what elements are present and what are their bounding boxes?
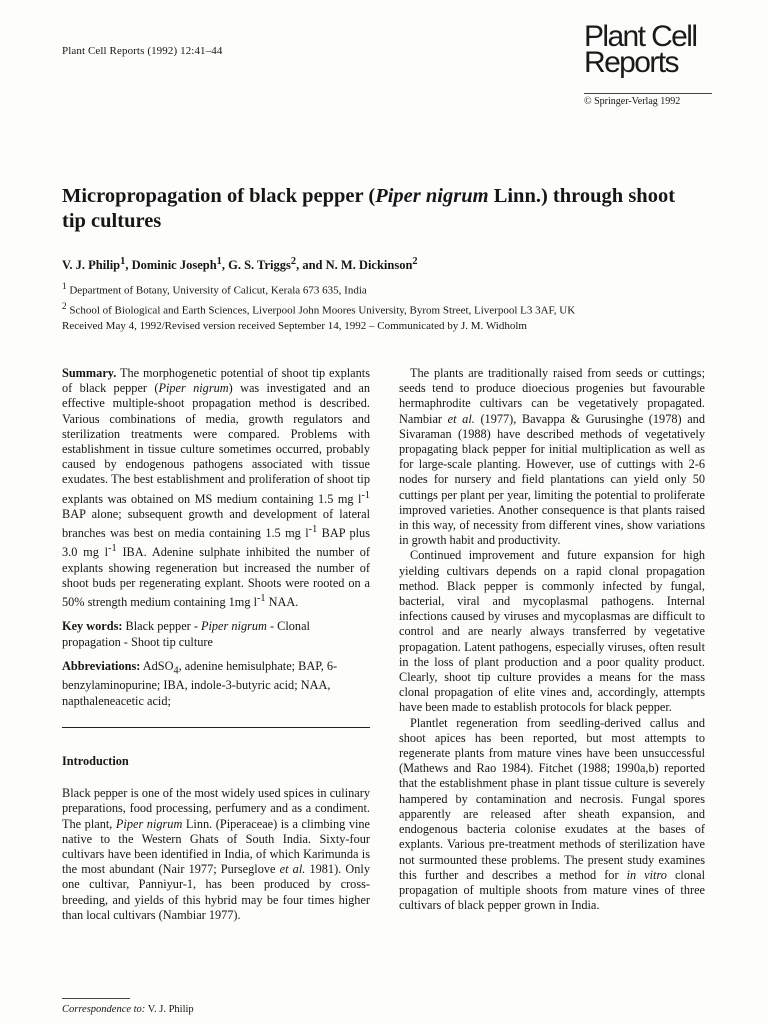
affiliation-1 <box>62 279 575 299</box>
abbreviations-paragraph <box>62 659 370 709</box>
author-4-affil: 2 <box>412 256 418 267</box>
author-1: V. J. Philip <box>62 258 121 273</box>
correspondence-note <box>62 1004 194 1015</box>
keywords-label: Key words: <box>62 619 123 634</box>
article-title <box>62 184 682 234</box>
logo-line-1: Plant Cell <box>584 20 697 53</box>
correspondence-name: V. J. Philip <box>145 1004 194 1015</box>
paragraph-text: Plantlet regeneration from seedling-derived callus and shoot apices has been reported, but most attempts to regenerate plants from mature vines have been unsuccessful (Mathews and Rao 1984). Fitchet (1988; 1990a,b) reported that the establishment phase in plant tissue culture is severely hampered by contamination and necrosis. Fungal spores apparently are released after sheath expansion, and endogenous bacteria colonise exudates at the bases of explants. Various pre-treatment methods of sterilization have not surmounted these problems. The present study examines this further and describes a method for <box>399 715 705 882</box>
affil-1-marker: 1 <box>62 281 67 291</box>
right-paragraph-3 <box>399 716 705 914</box>
summary-text: The morphogenetic potential of shoot tip explants of black pepper ( <box>62 366 370 396</box>
author-list <box>62 256 418 273</box>
paragraph-text: The plants are traditionally raised from seeds or cuttings; seeds tend to produce dioecious progenies but favourable hermaphrodite cultivars can be vegetatively propagated. Nambiar <box>399 366 705 426</box>
keywords-species: Piper nigrum <box>200 619 267 634</box>
paragraph-invitro: in vitro <box>626 867 667 882</box>
author-3: , G. S. Triggs <box>221 258 291 273</box>
journal-logo <box>584 20 714 107</box>
summary-exponent: -1 <box>257 593 266 605</box>
intro-species: Piper nigrum <box>115 816 183 831</box>
intro-text: Linn. (Piperaceae) is a climbing vine native to the Western Ghats of South India. Sixty-four cultivars have been identified in India, of which Karimunda is the most abundant (Nair 1977; Purseglove <box>62 816 371 877</box>
abbreviations-text: AdSO <box>140 658 174 673</box>
author-1-affil: 1 <box>120 256 126 267</box>
right-column <box>399 366 705 913</box>
footnote-divider <box>62 998 130 999</box>
journal-citation: Plant Cell Reports (1992) 12:41–44 <box>62 45 223 57</box>
author-4: , and N. M. Dickinson <box>296 258 413 273</box>
summary-text: ) was investigated and an effective multiple-shoot propagation method is described. Various combinations of media, growth regulators and sterilization treatments were compared. Problems with establishment in tissue culture sometimes occurred, probably caused by endogenous pathogens associated with tissue exudates. The best establishment and proliferation of shoot tip explants was obtained on MS medium containing 1.5 mg l <box>62 381 370 506</box>
intro-etal: et al. <box>279 862 306 877</box>
logo-line-2: Reports <box>584 46 678 79</box>
intro-text: 1981). Only one cultivar, Panniyur-1, has been produced by cross-breeding, and yields of this hybrid may be four times higher than local cultivars (Nambiar 1977). <box>62 862 371 922</box>
title-species: Piper nigrum <box>375 185 489 207</box>
abbreviations-subscript: 4 <box>173 665 179 677</box>
summary-text: IBA. Adenine sulphate inhibited the number of explants showing regeneration but increased the number of shoot buds per regenerating explant. Shoots were rooted on a 50% strength medium containing 1mg l <box>62 545 371 610</box>
right-paragraph-1 <box>399 366 705 548</box>
left-column <box>62 366 370 923</box>
keywords-text: Black pepper - <box>122 619 201 634</box>
summary-exponent: -1 <box>361 489 370 501</box>
keywords-paragraph <box>62 619 370 649</box>
affil-1-text: Department of Botany, University of Calicut, Kerala 673 635, India <box>66 284 367 297</box>
summary-label: Summary. <box>62 366 117 380</box>
copyright-notice: © Springer-Verlag 1992 <box>584 96 681 107</box>
summary-exponent: -1 <box>108 543 117 555</box>
affil-2-marker: 2 <box>62 300 67 311</box>
author-2-affil: 1 <box>216 256 222 267</box>
affiliation-2 <box>62 299 575 319</box>
logo-divider <box>584 93 712 94</box>
introduction-paragraph <box>62 786 370 923</box>
summary-text: BAP plus 3.0 mg l <box>62 526 370 560</box>
intro-text: Black pepper is one of the most widely used spices in culinary preparations, food processing, perfumery and as a condiment. The plant, <box>62 786 370 831</box>
affiliations <box>62 279 575 318</box>
right-paragraph-2: Continued improvement and future expansion for high yielding cultivars depends on a rapid clonal propagation method. Black pepper is commonly infected by fungal, bacterial, viral and mycoplasmal pathogens. Internal infections caused by viruses and mycoplasmas are difficult to control and are nearly always transferred by vegetative propagation. Latent pathogens, especially viruses, often result in the loss of plant production and a poor quality product. Clearly, shoot tip culture provides a means for the mass clonal propagation of elite vines and, accordingly, attempts have been made to establish protocols for black pepper. <box>399 548 705 715</box>
abbreviations-label: Abbreviations: <box>62 658 141 673</box>
summary-text: NAA. <box>265 595 299 610</box>
keywords-text: - Clonal propagation - Shoot tip culture <box>62 619 310 649</box>
summary-exponent: -1 <box>308 524 318 536</box>
correspondence-label: Correspondence to: <box>62 1004 146 1015</box>
abbreviations-text: , adenine hemisulphate; BAP, 6-benzylaminopurine; IBA, indole-3-butyric acid; NAA, napthaleneacetic acid; <box>62 658 338 708</box>
title-text-1: Micropropagation of black pepper ( <box>62 185 376 207</box>
introduction-heading: Introduction <box>62 753 129 768</box>
author-2: , Dominic Joseph <box>125 258 217 273</box>
paragraph-etal: et al. <box>447 411 475 426</box>
summary-species: Piper nigrum <box>158 381 229 396</box>
paragraph-text: clonal propagation of multiple shoots from mature vines of three cultivars of black pepper grown in India. <box>399 867 705 913</box>
paragraph-text: (1977), Bavappa & Gurusinghe (1978) and Sivaraman (1988) have described methods of vegetatively propagating black pepper for initial multiplication as well as for large-scale planting. However, use of cuttings with 2-6 nodes for nursery and field plantations can yield only 50 cuttings per plant per year, limiting the potential to proliferate improved varieties. Another consequence is that plants raised in this way, of necessity from different vines, show variations in growth habit and productivity. <box>399 411 705 548</box>
summary-text: BAP alone; subsequent growth and development of lateral branches was best on media containing 1.5 mg l <box>62 506 370 541</box>
affil-2-text: School of Biological and Earth Sciences, Liverpool John Moores University, Byrom Street, Liverpool L3 3AF, UK <box>66 304 576 317</box>
author-3-affil: 2 <box>290 256 297 267</box>
title-text-2: Linn.) through shoot tip cultures <box>62 185 676 232</box>
summary-paragraph <box>62 366 370 610</box>
section-divider <box>62 727 370 728</box>
received-dates: Received May 4, 1992/Revised version received September 14, 1992 – Communicated by J. M. Widholm <box>62 320 527 332</box>
